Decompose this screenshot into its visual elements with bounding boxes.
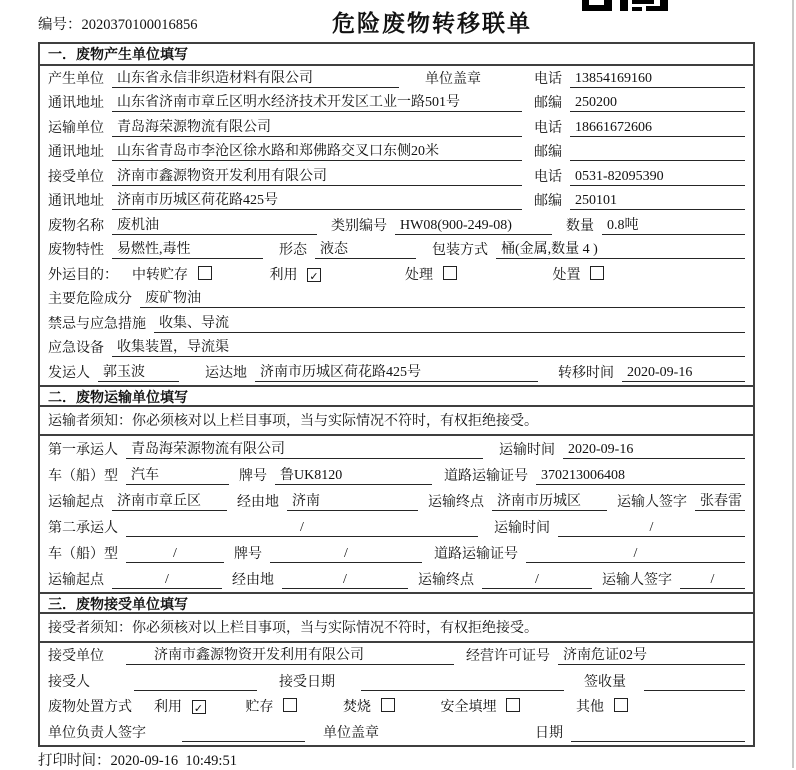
date-label: 日期 [535,725,563,741]
category-value: HW08(900-249-08) [395,217,552,235]
qr-block [660,0,668,11]
transfer-time-value: 2020-09-16 [622,364,745,382]
qr-block [589,0,604,5]
carrier-signature-value: 张春雷 [695,493,745,511]
first-carrier-row [40,436,753,462]
road-license-label: 道路运输证号 [434,546,518,562]
zip-label: 邮编 [534,145,562,160]
qr-block [632,7,642,11]
plate-label: 牌号 [239,468,267,484]
option-landfill [441,698,521,716]
vehicle-type-label: 车（船）型 [48,468,118,484]
origin-label: 运输起点 [48,572,104,588]
accept-date-value [361,690,564,691]
taboo-label: 禁忌与应急措施 [48,316,146,332]
print-time-label: 打印时间： [38,753,111,769]
option-label: 焚烧 [343,700,371,715]
second-plate-value: / [270,545,422,563]
signed-quantity-value [644,690,745,691]
second-origin-value: / [112,571,222,589]
via-value: 济南 [287,493,418,511]
emergency-equipment-row [40,336,753,361]
quantity-label: 数量 [566,218,594,234]
first-carrier-label: 第一承运人 [48,442,118,458]
receiver-label: 接受单位 [48,169,104,185]
receiver-address-row [40,189,753,214]
option-utilize [154,699,206,716]
date-value [571,741,745,742]
vehicle-type-value: 汽车 [126,467,229,485]
qr-block [620,0,628,11]
second-carrier-row [40,514,753,540]
equipment-value: 收集装置，导流渠 [112,339,745,357]
receiver-address-value: 济南市历城区荷花路425号 [112,192,522,210]
address-label: 通讯地址 [48,96,104,111]
phone-label: 电话 [534,71,562,87]
checkbox-dispose-icon [590,266,604,280]
phone-label: 电话 [534,169,562,185]
plate-value: 鲁UK8120 [275,467,432,485]
via-label: 经由地 [237,494,279,510]
section3-header: 三．废物接受单位填写 [40,592,753,614]
checkbox-treat-icon [443,266,457,280]
permit-label: 经营许可证号 [466,649,550,664]
producer-unit-value: 山东省永信非织造材料有限公司 [112,70,399,88]
via-label: 经由地 [232,572,274,588]
waste-name-row [40,213,753,238]
waste-name-value: 废机油 [112,217,317,235]
disposal-method-label: 废物处置方式 [48,700,132,715]
second-vehicle-type-value: / [126,545,224,563]
destination-value: 济南市历城区荷花路425号 [255,364,538,382]
qr-code-fragment [582,0,668,11]
taboo-measures-row [40,311,753,336]
waste-name-label: 废物名称 [48,218,104,234]
transporter-phone-value: 18661672606 [570,119,745,137]
transporter-address-row [40,140,753,165]
checkbox-transit-storage-icon [198,266,212,280]
transporter-address-value: 山东省青岛市李沧区徐水路和郑佛路交叉口东侧20米 [112,143,522,161]
transporter-zip-value [570,160,745,161]
serial-number [38,13,198,34]
option-dispose [553,266,605,284]
chief-signature-label: 单位负责人签字 [48,725,146,741]
option-treat [405,266,457,284]
option-label: 中转贮存 [132,267,188,283]
transporter-label: 运输单位 [48,120,104,136]
option-label: 贮存 [245,700,274,715]
road-license-value: 370213006408 [536,467,745,485]
carrier-signature-label: 运输人签字 [602,572,672,588]
signed-quantity-label: 签收量 [584,674,626,690]
producer-unit-row [40,66,753,91]
checkbox-store-icon [283,698,297,712]
second-transport-time-value: / [558,519,745,537]
packing-label: 包装方式 [432,243,488,258]
first-vehicle-row [40,462,753,488]
checkbox-utilize-icon: ✓ [307,268,321,282]
second-endpoint-value: / [482,571,592,589]
transport-time-label: 运输时间 [494,520,550,536]
transporter-value: 青岛海荣源物流有限公司 [112,119,522,137]
option-incinerate [343,698,395,716]
carrier-signature-label: 运输人签字 [617,494,687,510]
origin-label: 运输起点 [48,494,104,510]
disposal-method-row [40,694,753,720]
checkbox-landfill-icon [506,698,520,712]
receiver-zip-value: 250101 [570,192,745,210]
receiver-phone-value: 0531-82095390 [570,168,745,186]
first-carrier-value: 青岛海荣源物流有限公司 [126,441,483,459]
option-other [576,698,628,716]
destination-label: 运达地 [205,365,247,381]
character-label: 废物特性 [48,243,104,258]
quantity-value: 0.8吨 [602,217,745,235]
option-label: 其他 [576,700,604,715]
chief-signature-row [40,719,753,745]
road-license-label: 道路运输证号 [444,468,528,484]
option-label: 处理 [405,267,433,283]
purpose-row [40,262,753,287]
address-label: 通讯地址 [48,194,104,209]
option-transit-storage [132,266,212,284]
hazard-value: 废矿物油 [140,290,745,308]
option-label: 利用 [269,267,298,283]
endpoint-label: 运输终点 [428,494,484,510]
second-road-license-value: / [526,545,745,563]
producer-address-row [40,91,753,116]
checkbox-other-icon [614,698,628,712]
producer-phone-value: 13854169160 [570,70,745,88]
transfer-time-label: 转移时间 [558,365,614,381]
unit-seal-label: 单位盖章 [323,725,379,741]
equipment-label: 应急设备 [48,341,104,356]
zip-label: 邮编 [534,96,562,111]
producer-address-value: 山东省济南市章丘区明水经济技术开发区工业一路501号 [112,94,522,112]
phone-label: 电话 [534,120,562,136]
permit-value: 济南危证02号 [558,647,745,665]
origin-value: 济南市章丘区 [112,493,227,511]
waste-character-row [40,238,753,263]
qr-block [646,6,660,11]
accept-unit-label: 接受单位 [48,649,104,664]
endpoint-label: 运输终点 [418,572,474,588]
hazard-component-row [40,287,753,312]
viewport-edge-line [792,0,794,768]
option-label: 处置 [552,267,581,283]
print-time-value: 2020-09-16 10:49:51 [110,753,237,769]
section1-header: 一．废物产生单位填写 [40,44,753,66]
first-route-row [40,488,753,514]
recipient-row [40,668,753,694]
second-carrier-signature-value: / [680,571,745,589]
hazard-label: 主要危险成分 [48,292,132,307]
transporter-notice: 运输者须知：你必须核对以上栏目事项，当与实际情况不符时，有权拒绝接受。 [40,407,753,436]
packing-value: 桶(金属,数量 4 ) [496,241,745,259]
chief-signature-value [182,741,305,742]
producer-unit-label: 产生单位 [48,71,104,87]
second-carrier-label: 第二承运人 [48,520,118,536]
option-store [246,698,298,716]
vehicle-type-label: 车（船）型 [48,546,118,562]
plate-label: 牌号 [234,546,262,562]
form-value: 液态 [315,241,416,259]
character-value: 易燃性,毒性 [112,241,263,259]
checkbox-utilize-icon: ✓ [192,700,206,714]
page-title: 危险废物转移联单 [332,11,532,36]
recipient-value [134,690,257,691]
second-vehicle-row [40,540,753,566]
receiver-notice: 接受者须知：你必须核对以上栏目事项，当与实际情况不符时，有权拒绝接受。 [40,614,753,643]
checkbox-incinerate-icon [381,698,395,712]
form-label: 形态 [279,243,307,258]
taboo-value: 收集、导流 [154,315,745,333]
address-label: 通讯地址 [48,145,104,160]
serial-label: 编号： [38,17,82,33]
transporter-unit-row [40,115,753,140]
unit-seal-label: 单位盖章 [425,71,481,87]
shipper-label: 发运人 [48,365,90,381]
qr-block [632,0,654,4]
manifest-table [38,42,755,747]
accept-unit-row [40,643,753,669]
transport-time-value: 2020-09-16 [563,441,745,459]
endpoint-value: 济南市历城区 [492,493,607,511]
option-label: 安全填埋 [440,700,497,715]
shipper-value: 郭玉波 [98,364,179,382]
shipper-row [40,360,753,385]
receiver-unit-row [40,164,753,189]
accept-unit-value: 济南市鑫源物资开发利用有限公司 [126,647,454,665]
zip-label: 邮编 [534,194,562,209]
recipient-label: 接受人 [48,674,90,690]
serial-value: 2020370100016856 [81,17,198,33]
transport-time-label: 运输时间 [499,442,555,458]
purpose-label: 外运目的： [48,267,118,283]
producer-zip-value: 250200 [570,94,745,112]
second-carrier-value: / [126,519,478,537]
category-label: 类别编号 [331,218,387,234]
second-route-row [40,566,753,592]
accept-date-label: 接受日期 [279,674,335,690]
second-via-value: / [282,571,408,589]
section2-header: 二．废物运输单位填写 [40,385,753,407]
print-time [38,749,237,770]
option-label: 利用 [154,700,182,715]
option-utilize [270,267,322,284]
receiver-value: 济南市鑫源物资开发利用有限公司 [112,168,522,186]
